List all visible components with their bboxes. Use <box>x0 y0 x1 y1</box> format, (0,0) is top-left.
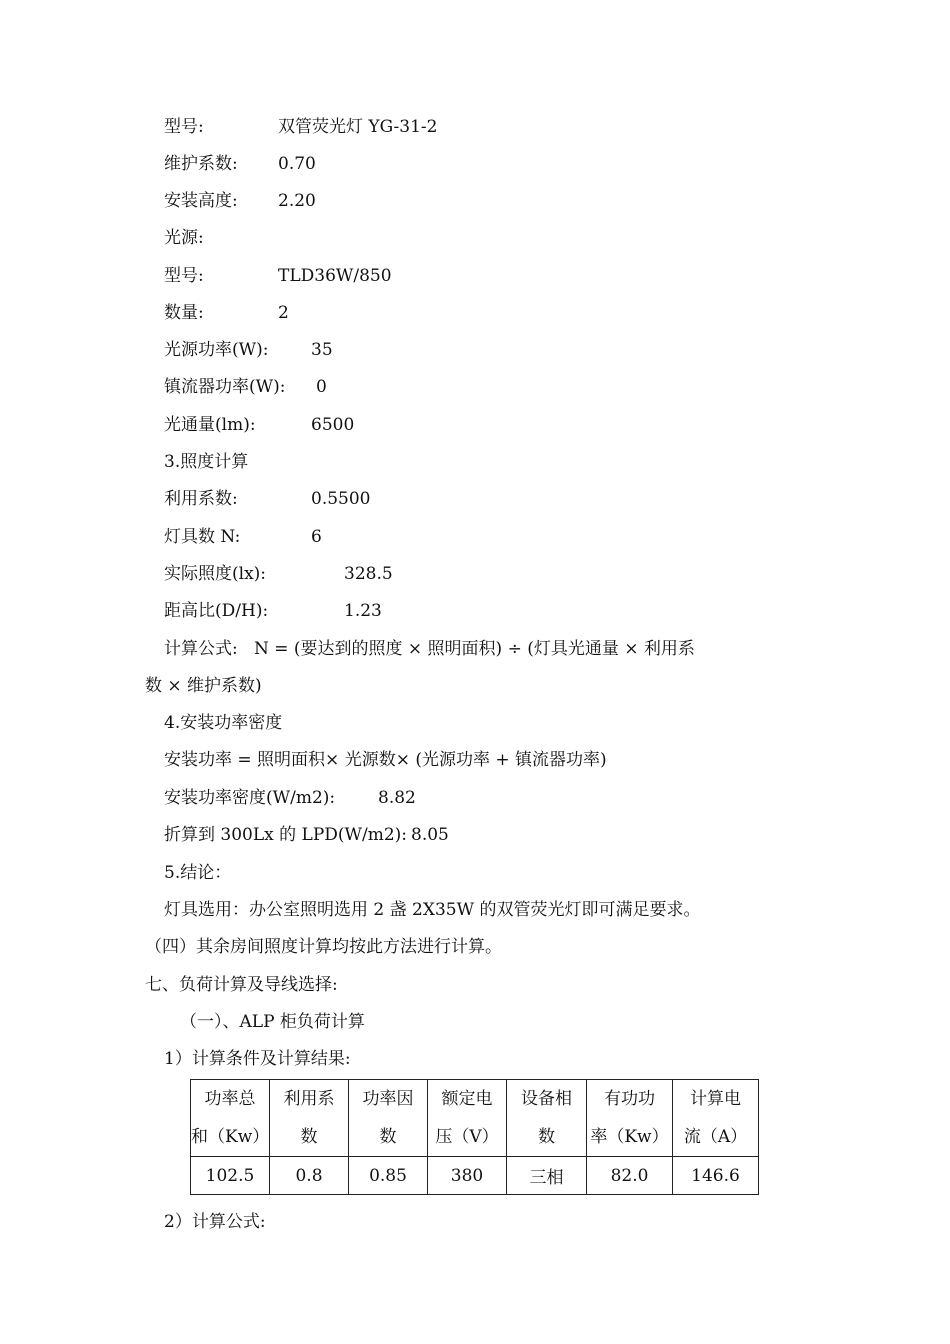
field-value: 2 <box>278 303 289 323</box>
luminaire-model-line <box>164 115 437 139</box>
field-value: 1.23 <box>344 601 382 621</box>
table-header-cell: 设备相 数 <box>507 1080 587 1157</box>
light-source-heading: 光源: <box>164 228 204 248</box>
field-label: 安装功率密度(W/m2): <box>164 788 336 808</box>
table-cell: 82.0 <box>587 1157 673 1195</box>
field-value: 8.05 <box>411 825 449 845</box>
field-value: 0.5500 <box>311 489 371 509</box>
field-label: 型号: <box>164 117 204 137</box>
field-value: TLD36W/850 <box>278 266 392 286</box>
table-header-cell: 计算电 流（A） <box>673 1080 759 1157</box>
table-header-cell: 额定电 压（V） <box>428 1080 507 1157</box>
field-label: 灯具数 N: <box>164 527 241 547</box>
field-value: 2.20 <box>278 191 316 211</box>
field-value: 6 <box>311 527 322 547</box>
field-label: 数量: <box>164 303 204 323</box>
luminaire-count-line <box>164 525 322 549</box>
table-cell: 三相 <box>507 1157 587 1195</box>
formula-line-2: 数 × 维护系数) <box>145 676 262 696</box>
luminous-flux-line <box>164 413 354 437</box>
lamp-model-line <box>164 264 392 288</box>
field-value: 双管荧光灯 YG-31-2 <box>278 117 438 137</box>
lamp-quantity-line <box>164 301 289 325</box>
load-calculation-table <box>190 1079 759 1195</box>
field-label: 型号: <box>164 266 204 286</box>
formula-heading: 2）计算公式: <box>164 1212 266 1232</box>
formula-line-1: 计算公式: N = (要达到的照度 × 照明面积) ÷ (灯具光通量 × 利用系 <box>164 639 695 659</box>
field-label: 镇流器功率(W): <box>164 377 286 397</box>
lamp-power-line <box>164 338 333 362</box>
table-cell: 146.6 <box>673 1157 759 1195</box>
field-label: 折算到 300Lx 的 LPD(W/m2): <box>164 825 408 845</box>
installed-power-formula: 安装功率 = 照明面积× 光源数× (光源功率 + 镇流器功率) <box>164 750 607 770</box>
mounting-height-line <box>164 189 316 213</box>
field-label: 光通量(lm): <box>164 415 256 435</box>
table-header-cell: 功率因 数 <box>349 1080 428 1157</box>
alp-load-heading: （一）、ALP 柜负荷计算 <box>180 1012 365 1032</box>
field-value: 35 <box>311 340 333 360</box>
field-label: 利用系数: <box>164 489 238 509</box>
conclusion-heading: 5.结论： <box>164 863 232 883</box>
field-label: 距高比(D/H): <box>164 601 269 621</box>
field-label: 安装高度: <box>164 191 238 211</box>
table-cell: 0.85 <box>349 1157 428 1195</box>
field-label: 光源功率(W): <box>164 340 269 360</box>
maintenance-factor-line <box>164 152 316 176</box>
section-four: （四）其余房间照度计算均按此方法进行计算。 <box>145 937 502 957</box>
power-density-line <box>164 786 416 810</box>
conclusion-text: 灯具选用：办公室照明选用 2 盏 2X35W 的双管荧光灯即可满足要求。 <box>164 900 701 920</box>
table-header-cell: 功率总 和（Kw） <box>191 1080 270 1157</box>
illuminance-heading: 3.照度计算 <box>164 452 249 472</box>
table-row <box>191 1157 759 1195</box>
field-label: 维护系数: <box>164 154 238 174</box>
field-label: 实际照度(lx): <box>164 564 267 584</box>
field-value: 0 <box>316 377 327 397</box>
table-cell: 0.8 <box>270 1157 349 1195</box>
table-cell: 380 <box>428 1157 507 1195</box>
lpd-300-line <box>164 823 449 847</box>
table-header-cell: 有功功 率（Kw） <box>587 1080 673 1157</box>
field-value: 8.82 <box>378 788 416 808</box>
table-header-row <box>191 1080 759 1157</box>
spacing-ratio-line <box>164 599 382 623</box>
section-seven-heading: 七、负荷计算及导线选择: <box>145 975 338 995</box>
power-density-heading: 4.安装功率密度 <box>164 713 283 733</box>
table-cell: 102.5 <box>191 1157 270 1195</box>
table-header-cell: 利用系 数 <box>270 1080 349 1157</box>
conditions-heading: 1）计算条件及计算结果: <box>164 1049 351 1069</box>
actual-illuminance-line <box>164 562 393 586</box>
utilization-factor-line <box>164 487 370 511</box>
field-value: 0.70 <box>278 154 316 174</box>
ballast-power-line <box>164 375 327 399</box>
field-value: 6500 <box>311 415 355 435</box>
field-value: 328.5 <box>344 564 393 584</box>
